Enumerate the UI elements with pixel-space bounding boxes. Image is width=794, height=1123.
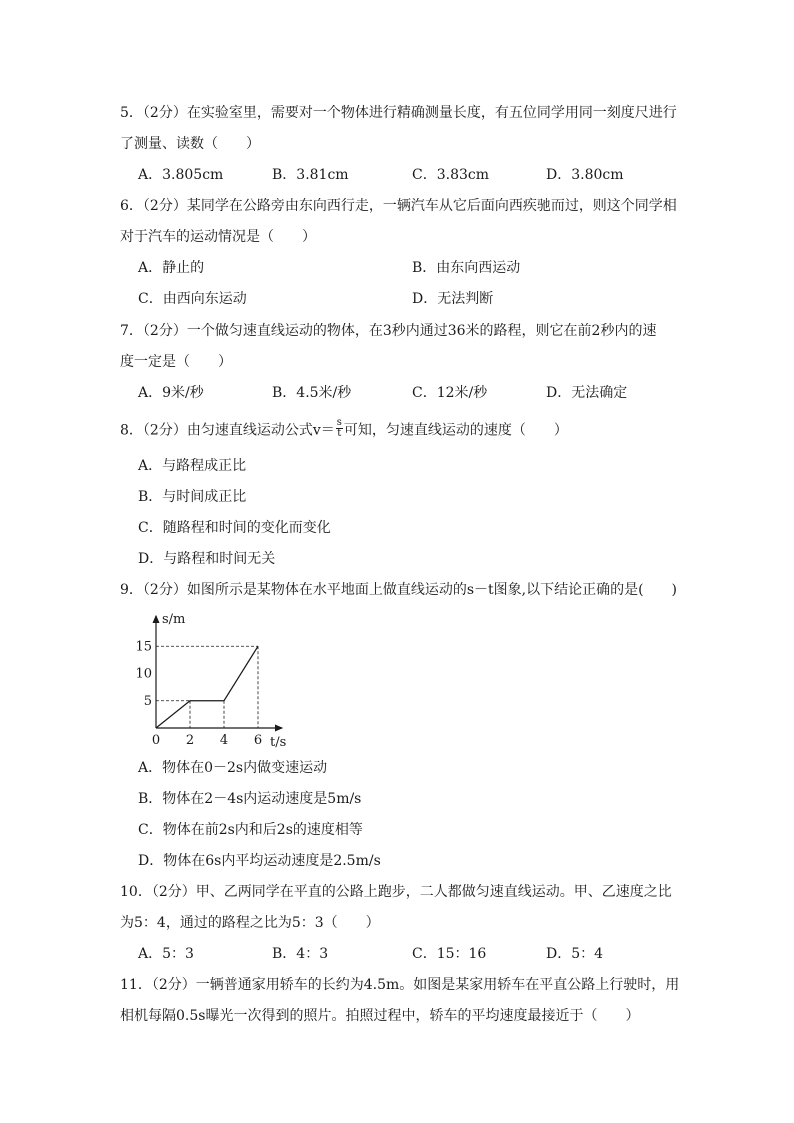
q7-option-d: D．无法确定 [546,385,628,401]
y-axis-label: s/m [162,612,186,627]
fraction-denominator: t [337,428,342,439]
q6-line1: 6．（2分）某同学在公路旁由东向西行走，一辆汽车从它后面向西疾驰而过，则这个同学相 [120,198,677,214]
q6-option-c: C．由西向东运动 [138,291,247,307]
st-graph [130,608,300,753]
q5-option-b: B．3.81cm [272,167,349,183]
q8-suffix: 可知，匀速直线运动的速度（ ） [343,422,568,439]
q7-option-c: C．12米/秒 [412,385,488,401]
formula-fraction [336,418,343,439]
series-line [156,646,258,728]
q6-option-a: A．静止的 [138,260,205,276]
q10-option-d: D．5：4 [546,946,604,962]
q10-line1: 10．（2分）甲、乙两同学在平直的公路上跑步，二人都做匀速直线运动。甲、乙速度之比 [120,884,672,900]
q10-option-c: C．15：16 [412,946,487,962]
q11-line2: 相机每隔0.5s曝光一次得到的照片。拍照过程中，轿车的平均速度最接近于（ ） [120,1008,640,1024]
q5-option-d: D．3.80cm [546,167,624,183]
x-tick-label-6: 6 [253,733,263,748]
q9-option-d: D．物体在6s内平均运动速度是2.5m/s [138,853,381,869]
q7-line2: 度一定是（ ） [120,354,232,370]
q9-line1: 9．（2分）如图所示是某物体在水平地面上做直线运动的s－t图象,以下结论正确的是( ) [120,582,677,598]
q10-option-b: B．4：3 [272,946,329,962]
q8-line1 [120,417,680,441]
q8-option-d: D．与路程和时间无关 [138,551,276,567]
x-tick-label-0: 0 [151,733,161,748]
q5-line2: 了测量、读数（ ） [120,136,260,152]
x-tick-label-4: 4 [219,733,229,748]
q8-option-a: A．与路程成正比 [138,458,247,474]
q7-line1: 7．（2分）一个做匀速直线运动的物体，在3秒内通过36米的路程，则它在前2秒内的速 [120,323,657,339]
q5-option-c: C．3.83cm [412,167,489,183]
y-tick-label-5: 5 [143,693,152,709]
q10-option-a: A．5：3 [138,946,194,962]
q7-option-a: A．9米/秒 [138,385,204,401]
q5-line1: 5．（2分）在实验室里，需要对一个物体进行精确测量长度，有五位同学用同一刻度尺进行 [120,105,677,121]
q6-option-b: B．由东向西运动 [412,260,521,276]
q6-option-d: D．无法判断 [412,291,494,307]
y-tick-label-15: 15 [135,639,152,655]
q9-option-c: C．物体在前2s内和后2s的速度相等 [138,822,363,838]
q10-line2: 为5：4，通过的路程之比为5：3（ ） [120,915,380,931]
x-axis-label: t/s [270,735,287,750]
q8-option-c: C．随路程和时间的变化而变化 [138,520,331,536]
y-tick-label-10: 10 [135,666,152,682]
q6-line2: 对于汽车的运动情况是（ ） [120,229,316,245]
q8-option-b: B．与时间成正比 [138,489,247,505]
q9-option-a: A．物体在0－2s内做变速运动 [138,760,328,776]
q5-option-a: A．3.805cm [138,167,224,183]
fraction-numerator: s [336,417,342,428]
q7-option-b: B．4.5米/秒 [272,385,352,401]
q11-line1: 11．（2分）一辆普通家用轿车的长约为4.5m。如图是某家用轿车在平直公路上行驶时，用 [120,977,680,993]
q8-prefix: 8．（2分）由匀速直线运动公式v＝ [120,422,335,439]
x-tick-label-2: 2 [185,733,195,748]
q9-option-b: B．物体在2－4s内运动速度是5m/s [138,791,362,807]
